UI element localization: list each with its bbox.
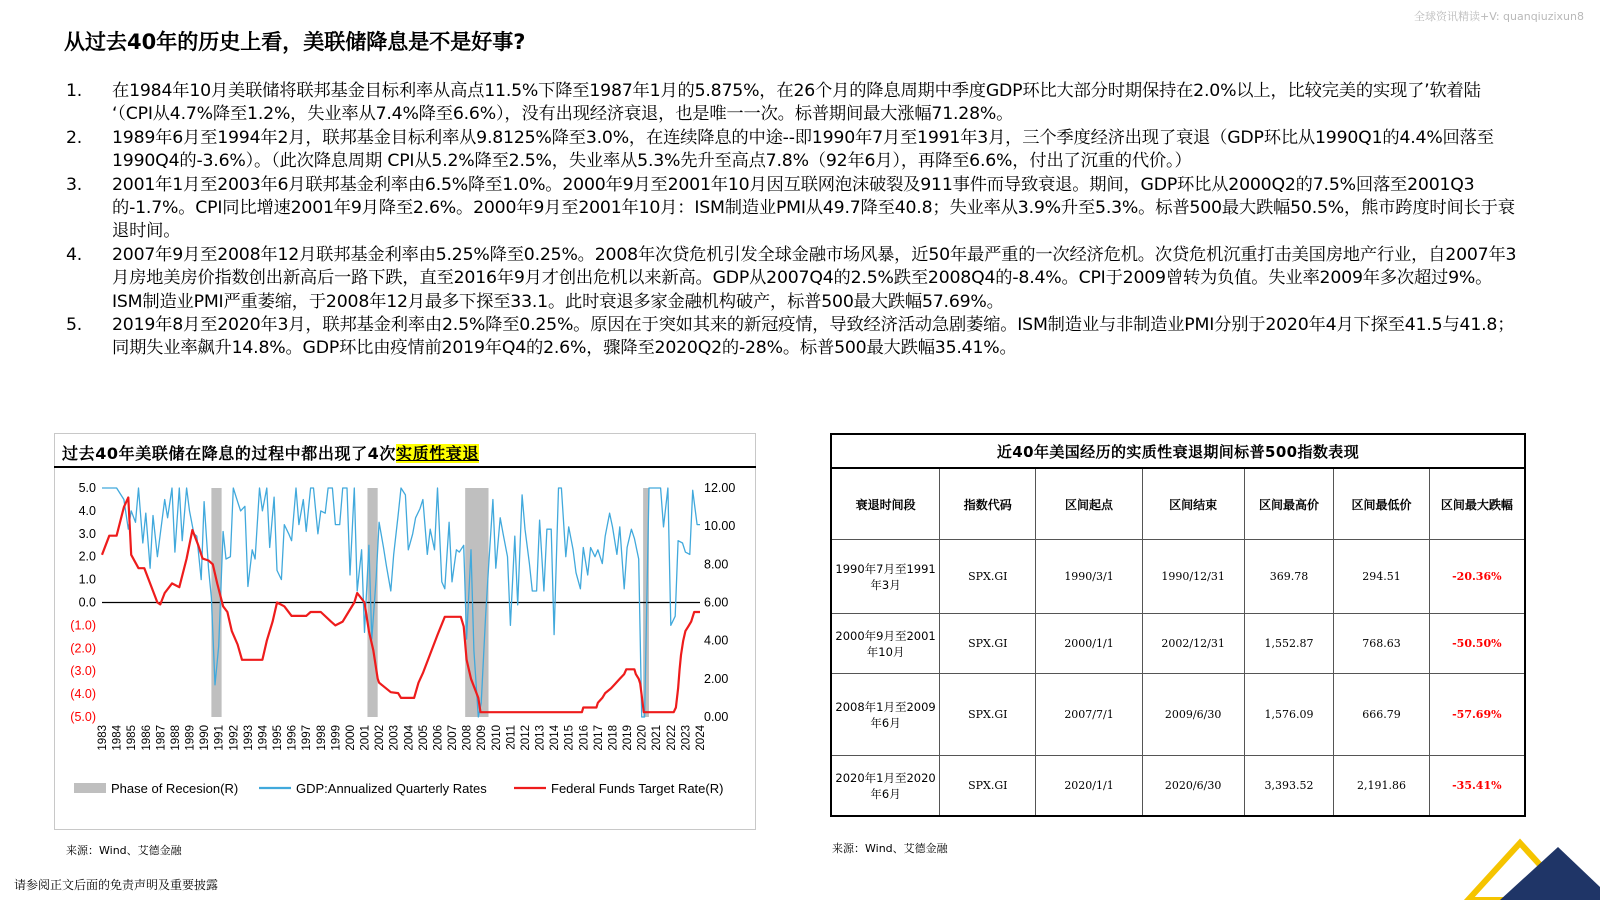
- x-tick-label: 1983: [97, 725, 109, 751]
- table-header-cell: 衰退时间段: [831, 468, 940, 540]
- x-tick-label: 2014: [549, 725, 562, 751]
- legend-label: GDP:Annualized Quarterly Rates: [296, 781, 487, 796]
- list-text: 在1984年10月美联储将联邦基金目标利率从高点11.5%下降至1987年1月的5.875%，在26个月的降息周期中季度GDP环比大部分时期保持在2.0%以上，比较完美的实现了’软着陆 ‘（CPI从4.7%降至1.2%，失业率从7.4%降至6.6%），没有出现经济衰退，也是唯一一次。标普期间最大涨幅71.28%。: [112, 81, 1481, 125]
- x-tick-label: 1987: [155, 725, 168, 751]
- list-number: 3.: [66, 174, 83, 195]
- x-tick-label: 2010: [490, 725, 503, 751]
- y-left-tick-label: 4.0: [78, 503, 96, 518]
- watermark: 全球资讯精读+V: quanqiuzixun8: [1413, 10, 1584, 23]
- list-number: 5.: [66, 315, 83, 336]
- table-cell: 2007/7/1: [1036, 674, 1142, 756]
- table-cell: 666.79: [1334, 674, 1429, 756]
- x-tick-label: 2015: [563, 725, 576, 751]
- chart-panel-title: [62, 441, 479, 464]
- y-left-tick-label: 3.0: [78, 526, 96, 541]
- page-title: 从过去40年的历史上看，美联储降息是不是好事?: [64, 30, 526, 54]
- x-tick-label: 2023: [680, 725, 693, 751]
- y-left-tick-label: (2.0): [70, 641, 96, 656]
- table-cell: 2020/1/1: [1036, 756, 1142, 817]
- fed-funds-series-line: [102, 498, 700, 713]
- table-header-cell: 区间最大跌幅: [1429, 468, 1525, 540]
- x-tick-label: 2012: [519, 725, 532, 751]
- table-cell: SPX.GI: [940, 756, 1036, 817]
- x-tick-label: 2004: [403, 725, 416, 751]
- chart-panel-title-highlight: 实质性衰退: [396, 444, 480, 463]
- table-header-cell: 区间最低价: [1334, 468, 1429, 540]
- table-cell-period: 2000年9月至2001年10月: [831, 614, 940, 674]
- y-right-tick-label: 10.00: [704, 519, 736, 534]
- table-cell: 3,393.52: [1244, 756, 1334, 817]
- table-cell: 1,552.87: [1244, 614, 1334, 674]
- table-cell: 1990/12/31: [1142, 540, 1244, 614]
- table-cell: 2,191.86: [1334, 756, 1429, 817]
- table-cell: SPX.GI: [940, 674, 1036, 756]
- table-header-cell: 区间最高价: [1244, 468, 1334, 540]
- key-points-list: [66, 80, 1518, 361]
- fed-rate-gdp-chart: [54, 470, 756, 820]
- chart-panel-divider: [54, 466, 756, 468]
- y-right-tick-label: 8.00: [704, 557, 729, 572]
- x-tick-label: 2013: [534, 725, 547, 751]
- x-tick-label: 2008: [461, 725, 474, 751]
- x-tick-label: 1999: [330, 725, 343, 751]
- y-right-tick-label: 2.00: [704, 671, 729, 686]
- list-text: 2001年1月至2003年6月联邦基金利率由6.5%降至1.0%。2000年9月至2001年10月因互联网泡沫破裂及911事件而导致衰退。期间，GDP环比从2000Q2的7.5%回落至2001Q3的-1.7%。CPI同比增速2001年9月降至2.6%。2000年9月至2001年10月：ISM制造业PMI从49.7降至40.8；失业率从3.9%升至5.3%。标普500最大跌幅50.5%，熊市跨度时间长于衰退时间。: [112, 174, 1515, 242]
- x-tick-label: 1985: [126, 725, 139, 751]
- y-left-tick-label: (3.0): [70, 664, 96, 679]
- x-tick-label: 1996: [286, 725, 299, 751]
- table-header-cell: 指数代码: [940, 468, 1036, 540]
- x-tick-label: 2011: [505, 725, 518, 750]
- x-tick-label: 2001: [359, 725, 372, 751]
- x-tick-label: 1986: [140, 725, 153, 751]
- x-tick-label: 2005: [417, 725, 430, 751]
- list-item: [66, 127, 1518, 174]
- x-tick-label: 2006: [432, 725, 445, 751]
- list-number: 2.: [66, 127, 83, 148]
- y-right-tick-label: 4.00: [704, 633, 729, 648]
- table-row: [831, 540, 1525, 614]
- table-cell: 2020/6/30: [1142, 756, 1244, 817]
- list-text: 2019年8月至2020年3月，联邦基金利率由2.5%降至0.25%。原因在于突如其来的新冠疫情，导致经济活动急剧萎缩。ISM制造业与非制造业PMI分别于2020年4月下探至41.5与41.8；同期失业率飙升14.8%。GDP环比由疫情前2019年Q4的2.6%，骤降至2020Q2的-28%。标普500最大跌幅35.41%。: [112, 315, 1515, 359]
- x-tick-label: 2017: [592, 725, 605, 751]
- table-cell-drop: -20.36%: [1429, 540, 1525, 614]
- corner-logo-graphic: [1440, 835, 1600, 900]
- list-number: 4.: [66, 244, 83, 265]
- table-cell-drop: -35.41%: [1429, 756, 1525, 817]
- table-cell: SPX.GI: [940, 614, 1036, 674]
- y-left-tick-label: 5.0: [78, 481, 96, 495]
- x-tick-label: 2007: [447, 725, 460, 751]
- y-left-tick-label: 2.0: [78, 549, 96, 564]
- x-tick-label: 1998: [315, 725, 328, 751]
- list-item: [66, 244, 1518, 314]
- chart-source: 来源：Wind、艾德金融: [66, 844, 182, 857]
- table-title: 近40年美国经历的实质性衰退期间标普500指数表现: [831, 434, 1525, 468]
- x-tick-label: 1989: [184, 725, 197, 751]
- table-cell-period: 2008年1月至2009年6月: [831, 674, 940, 756]
- chart-panel-title-text: 过去40年美联储在降息的过程中都出现了4次: [62, 444, 396, 463]
- list-item: [66, 174, 1518, 244]
- list-item: [66, 314, 1518, 361]
- x-tick-label: 1984: [111, 725, 124, 751]
- x-tick-label: 2016: [578, 725, 591, 751]
- legend-label: Federal Funds Target Rate(R): [551, 781, 724, 796]
- table-source: 来源：Wind、艾德金融: [832, 842, 948, 855]
- table-header-cell: 区间起点: [1036, 468, 1142, 540]
- legend-label: Phase of Recesion(R): [111, 781, 239, 796]
- sp500-recession-table: [830, 433, 1526, 817]
- x-tick-label: 2020: [636, 725, 649, 751]
- x-tick-label: 2024: [695, 725, 707, 751]
- y-left-tick-label: 1.0: [78, 572, 96, 587]
- table-cell-drop: -57.69%: [1429, 674, 1525, 756]
- y-left-tick-label: 0.0: [78, 595, 96, 610]
- x-tick-label: 2000: [344, 725, 357, 751]
- table-header-row: [831, 468, 1525, 540]
- disclaimer-footer: 请参阅正文后面的免责声明及重要披露: [14, 878, 219, 892]
- table-cell: 1990/3/1: [1036, 540, 1142, 614]
- list-item: [66, 80, 1518, 127]
- table-cell-period: 2020年1月至2020年6月: [831, 756, 940, 817]
- y-left-tick-label: (1.0): [70, 618, 96, 633]
- table-row: [831, 756, 1525, 817]
- x-tick-label: 2018: [607, 725, 620, 751]
- x-tick-label: 2002: [374, 725, 387, 751]
- x-tick-label: 1997: [301, 725, 314, 751]
- table-cell: 2009/6/30: [1142, 674, 1244, 756]
- table-cell: 2002/12/31: [1142, 614, 1244, 674]
- x-tick-label: 1992: [228, 725, 241, 751]
- x-tick-label: 2021: [651, 725, 664, 751]
- table-cell-period: 1990年7月至1991年3月: [831, 540, 940, 614]
- list-number: 1.: [66, 81, 83, 101]
- table-cell: 768.63: [1334, 614, 1429, 674]
- table-cell: SPX.GI: [940, 540, 1036, 614]
- table-cell: 294.51: [1334, 540, 1429, 614]
- table-row: [831, 614, 1525, 674]
- y-left-tick-label: (5.0): [70, 710, 96, 724]
- corner-navy-shape: [1500, 847, 1600, 900]
- legend-swatch-recession: [74, 783, 106, 793]
- table-header-cell: 区间结束: [1142, 468, 1244, 540]
- y-right-tick-label: 0.00: [704, 710, 729, 724]
- x-tick-label: 1990: [199, 725, 212, 751]
- x-tick-label: 2003: [388, 725, 401, 751]
- table-cell: 1,576.09: [1244, 674, 1334, 756]
- y-right-tick-label: 6.00: [704, 595, 729, 610]
- x-tick-label: 2019: [622, 725, 635, 751]
- y-right-tick-label: 12.00: [704, 481, 736, 495]
- table-cell: 369.78: [1244, 540, 1334, 614]
- x-tick-label: 1988: [169, 725, 182, 751]
- x-tick-label: 1994: [257, 725, 270, 751]
- table-row: [831, 674, 1525, 756]
- x-tick-label: 2009: [476, 725, 489, 751]
- x-tick-label: 1991: [213, 725, 226, 751]
- x-tick-label: 1995: [272, 725, 285, 751]
- table-cell-drop: -50.50%: [1429, 614, 1525, 674]
- y-left-tick-label: (4.0): [70, 687, 96, 702]
- list-text: 2007年9月至2008年12月联邦基金利率由5.25%降至0.25%。2008年次贷危机引发全球金融市场风暴，近50年最严重的一次经济危机。次贷危机沉重打击美国房地产行业，自2007年3月房地美房价指数创出新高后一路下跌，直至2016年9月才创出危机以来新高。GDP从2007Q4的2.5%跌至2008Q4的-8.4%。CPI于2009曾转为负值。失业率2009年多次超过9%。ISM制造业PMI严重萎缩，于2008年12月最多下探至33.1。此时衰退多家金融机构破产，标普500最大跌幅57.69%。: [112, 244, 1517, 312]
- table-cell: 2000/1/1: [1036, 614, 1142, 674]
- x-tick-label: 2022: [665, 725, 678, 751]
- x-tick-label: 1993: [242, 725, 255, 751]
- list-text: 1989年6月至1994年2月，联邦基金目标利率从9.8125%降至3.0%，在连续降息的中途--即1990年7月至1991年3月，三个季度经济出现了衰退（GDP环比从1990Q1的4.4%回落至1990Q4的-3.6%）。（此次降息周期 CPI从5.2%降至2.5%，失业率从5.3%先升至高点7.8%（92年6月），再降至6.6%，付出了沉重的代价。）: [112, 127, 1494, 172]
